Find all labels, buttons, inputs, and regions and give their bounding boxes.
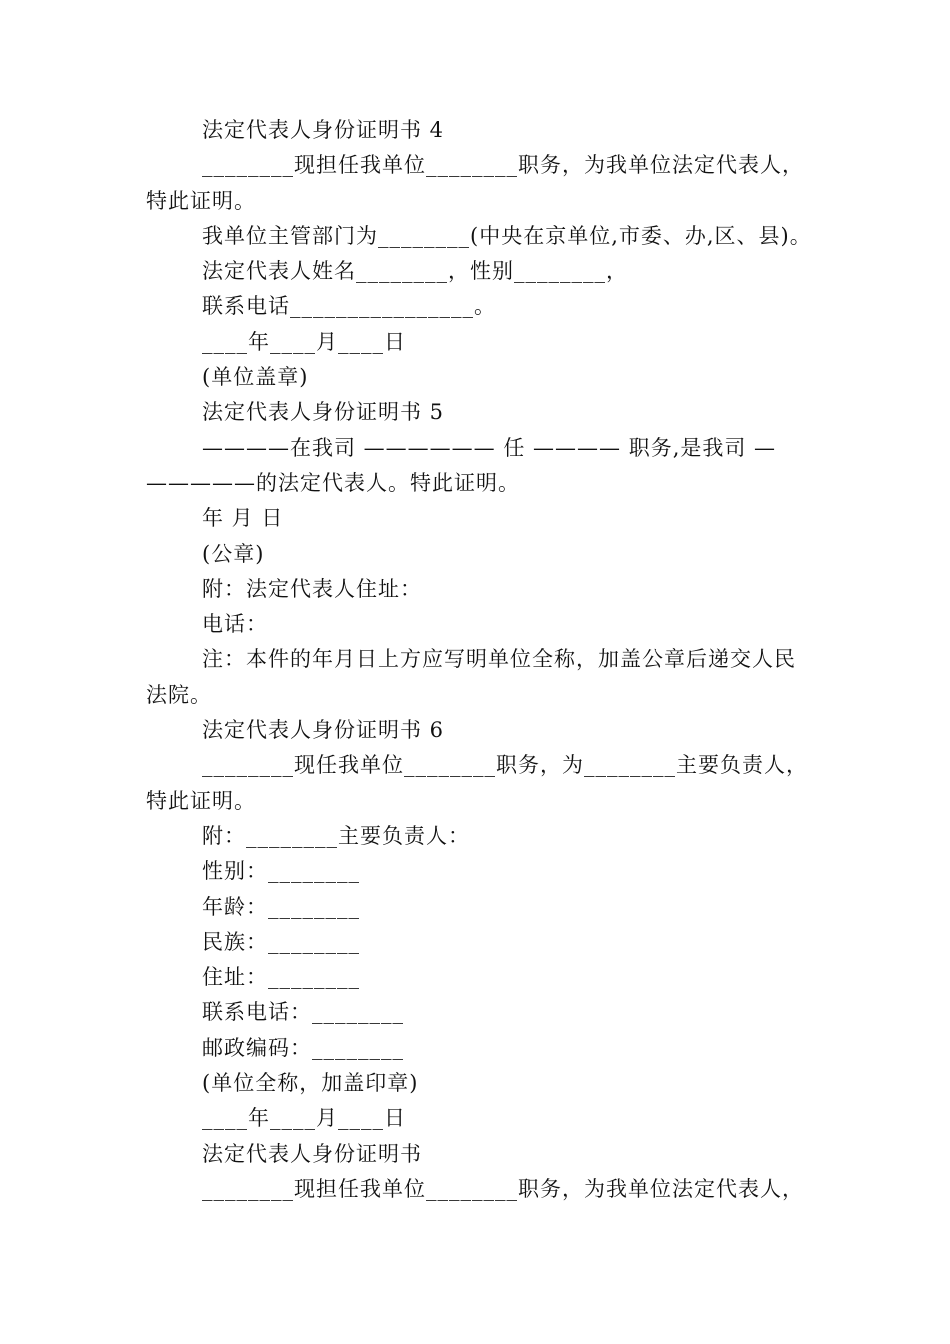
text-line: 联系电话________________。 bbox=[202, 294, 496, 319]
date-line: ____年____月____日 bbox=[202, 1106, 406, 1131]
seal-line: (单位盖章) bbox=[202, 365, 309, 390]
date-line: ____年____月____日 bbox=[202, 329, 406, 354]
text-line: 附：________主要负责人： bbox=[202, 823, 470, 848]
text-line: 电话： bbox=[202, 612, 268, 637]
text-line: 特此证明。 bbox=[146, 788, 256, 813]
seal-line: (公章) bbox=[202, 541, 265, 566]
text-line: 附：法定代表人住址： bbox=[202, 576, 422, 601]
note-line: 注：本件的年月日上方应写明单位全称，加盖公章后递交人民 bbox=[202, 647, 796, 672]
text-line: 我单位主管部门为________(中央在京单位,市委、办,区、县)。 bbox=[202, 223, 812, 248]
form-field-line: 住址：________ bbox=[202, 965, 360, 990]
section-heading: 法定代表人身份证明书 bbox=[202, 1141, 422, 1166]
document-body bbox=[146, 113, 812, 1207]
section-heading: 法定代表人身份证明书 6 bbox=[202, 718, 445, 743]
form-field-line: 联系电话：________ bbox=[202, 1000, 404, 1025]
date-line: 年 月 日 bbox=[202, 506, 284, 531]
section-heading: 法定代表人身份证明书 4 bbox=[202, 118, 445, 142]
note-line: 法院。 bbox=[146, 682, 212, 707]
seal-line: (单位全称，加盖印章) bbox=[202, 1071, 419, 1096]
text-line: —————的法定代表人。特此证明。 bbox=[146, 470, 520, 495]
form-field-line: 年龄：________ bbox=[202, 894, 360, 919]
text-line: ________现担任我单位________职务，为我单位法定代表人， bbox=[202, 1176, 804, 1201]
form-field-line: 民族：________ bbox=[202, 929, 360, 954]
text-line: 特此证明。 bbox=[146, 188, 256, 213]
form-field-line: 邮政编码：________ bbox=[202, 1035, 404, 1060]
text-line: ————在我司 —————— 任 ———— 职务,是我司 — bbox=[202, 435, 777, 460]
text-line: ________现担任我单位________职务，为我单位法定代表人， bbox=[202, 153, 804, 178]
text-line: ________现任我单位________职务，为________主要负责人， bbox=[202, 753, 808, 778]
section-heading: 法定代表人身份证明书 5 bbox=[202, 400, 445, 425]
form-field-line: 性别：________ bbox=[202, 859, 360, 884]
text-line: 法定代表人姓名________，性别________， bbox=[202, 259, 628, 284]
